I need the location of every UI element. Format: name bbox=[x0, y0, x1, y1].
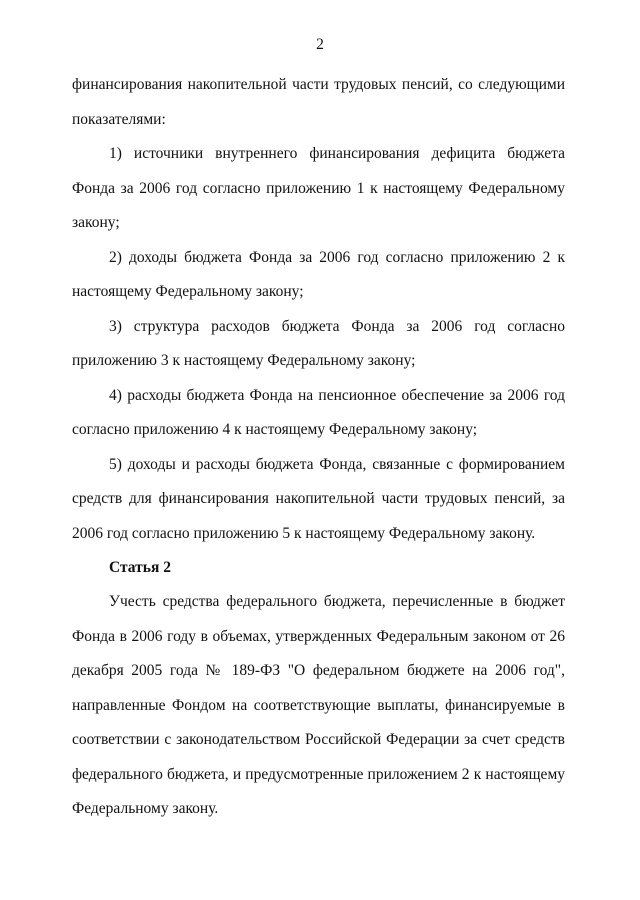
article-paragraph: Учесть средства федерального бюджета, перечисленные в бюджет Фонда в 2006 году в объемах, утвержденных Федеральным законом от 26 декабря 2005 года № 189-ФЗ "О федеральном бюджете на 2006 год", направленные Фондом на соответствующие выплаты, финансируемые в соответствии с законодательством Российской Федерации за счет средств федерального бюджета, и предусмотренные приложением 2 к настоящему Федеральному закону. bbox=[72, 593, 565, 817]
list-item-4: 4) расходы бюджета Фонда на пенсионное обеспечение за 2006 год согласно приложению 4 к настоящему Федеральному закону; bbox=[72, 386, 565, 438]
article-1-continuation bbox=[72, 68, 565, 551]
article-heading: Статья 2 bbox=[109, 559, 171, 576]
article-2-body bbox=[72, 585, 565, 827]
page-number: 2 bbox=[316, 36, 324, 53]
list-item-1: 1) источники внутреннего финансирования дефицита бюджета Фонда за 2006 год согласно приложению 1 к настоящему Федеральному закону; bbox=[72, 145, 565, 231]
list-item-5: 5) доходы и расходы бюджета Фонда, связанные с формированием средств для финансирования накопительной части трудовых пенсий, за 2006 год согласно приложению 5 к настоящему Федеральному закону. bbox=[72, 455, 565, 542]
list-item-2: 2) доходы бюджета Фонда за 2006 год согласно приложению 2 к настоящему Федеральному закону; bbox=[72, 248, 565, 300]
list-item-3: 3) структура расходов бюджета Фонда за 2006 год согласно приложению 3 к настоящему Федеральному закону; bbox=[72, 317, 565, 369]
intro-paragraph: финансирования накопительной части трудовых пенсий, со следующими показателями: bbox=[72, 76, 565, 128]
